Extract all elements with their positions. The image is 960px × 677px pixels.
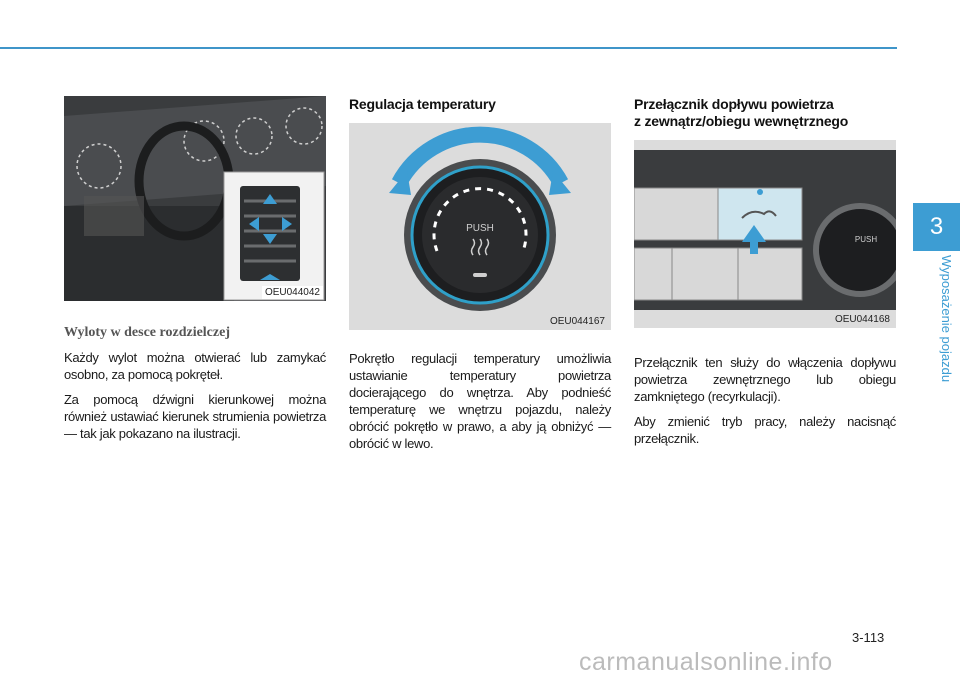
heading-line-2: z zewnątrz/obiegu wewnętrznego bbox=[634, 113, 849, 129]
knob-push-label: PUSH bbox=[466, 223, 494, 234]
paragraph: Każdy wylot można otwierać lub zamykać osobno, za pomocą pokręteł. bbox=[64, 350, 326, 382]
column-temperature bbox=[349, 96, 611, 460]
switch-panel-drawing bbox=[634, 140, 896, 328]
section-heading-air-intake bbox=[634, 96, 896, 130]
header-rule bbox=[0, 47, 897, 49]
paragraph: Przełącznik ten służy do włączenia dopływu powietrza zewnętrznego lub obiegu zamkniętego (recyrkulacji). bbox=[634, 355, 896, 404]
dashboard-vents-illustration bbox=[64, 96, 326, 301]
page-number: 3-113 bbox=[852, 630, 885, 645]
dashboard-drawing bbox=[64, 96, 326, 301]
figure-code: OEU044042 bbox=[262, 286, 323, 299]
chapter-title: Wyposażenie pojazdu bbox=[939, 255, 954, 383]
watermark: carmanualsonline.info bbox=[579, 648, 833, 676]
temperature-knob-illustration bbox=[349, 123, 611, 330]
section-heading-temperature: Regulacja temperatury bbox=[349, 96, 496, 112]
chapter-tab bbox=[913, 203, 960, 251]
chapter-number: 3 bbox=[929, 213, 944, 240]
heading-line-1: Przełącznik dopływu powietrza bbox=[634, 96, 834, 112]
air-intake-switch-illustration bbox=[634, 140, 896, 328]
paragraph: Aby zmienić tryb pracy, należy nacisnąć przełącznik. bbox=[634, 414, 896, 446]
figure-code: OEU044168 bbox=[834, 314, 890, 325]
figure-code: OEU044167 bbox=[549, 316, 605, 327]
chapter-title-vertical bbox=[916, 255, 956, 405]
column-air-intake bbox=[634, 96, 896, 455]
column-dashboard-vents bbox=[64, 96, 326, 450]
knob-drawing bbox=[349, 123, 611, 330]
knob-push-label: PUSH bbox=[854, 235, 878, 244]
paragraph: Pokrętło regulacji temperatury umożliwia ustawianie temperatury powietrza docierającego do wnętrza. Aby podnieść temperaturę we wnętrzu pojazdu, należy obrócić pokrętło w prawo, a aby ją obniżyć — obrócić w lewo. bbox=[349, 351, 611, 451]
paragraph: Za pomocą dźwigni kierunkowej można również ustawiać kierunek strumienia powietrza — tak jak pokazano na ilustracji. bbox=[64, 392, 326, 441]
section-heading-vents: Wyloty w desce rozdzielczej bbox=[64, 325, 230, 340]
